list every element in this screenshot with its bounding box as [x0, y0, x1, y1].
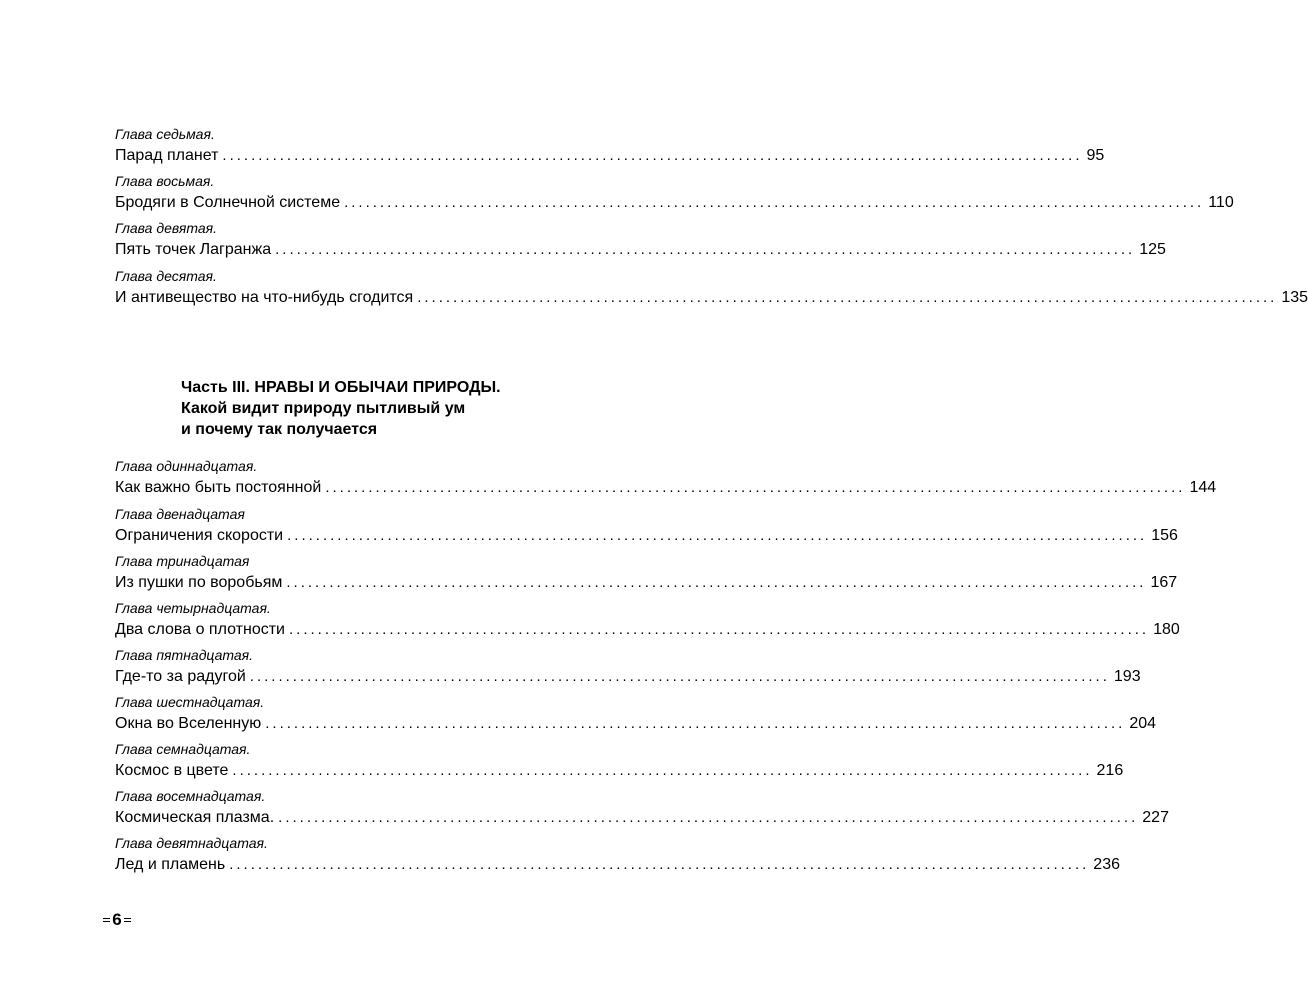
chapter-title: Окна во Вселенную: [115, 715, 262, 732]
page-ref: 144: [1189, 479, 1217, 496]
toc-entry-chapter-7: [115, 126, 1105, 166]
dot-leader: ........................................................................................................................: [288, 621, 1150, 638]
chapter-label: Глава четырнадцатая.: [115, 600, 271, 616]
dot-leader: ........................................................................................................................: [278, 809, 1139, 826]
toc-entry-chapter-13: [115, 553, 1178, 593]
page-number: 6: [112, 910, 122, 929]
chapter-title: Лед и пламень: [115, 856, 226, 873]
dot-leader: ........................................................................................................................: [222, 147, 1083, 164]
chapter-label: Глава восьмая.: [115, 173, 215, 189]
chapter-label: Глава девятнадцатая.: [115, 835, 268, 851]
chapter-title: И антивещество на что-нибудь сгодится: [115, 289, 414, 306]
chapter-title: Два слова о плотности: [115, 621, 285, 638]
page-ref: 135: [1281, 289, 1308, 306]
page-number-footer: [103, 909, 131, 931]
chapter-title: Космическая плазма.: [115, 809, 275, 826]
dot-leader: ........................................................................................................................: [325, 479, 1186, 496]
dot-leader: ........................................................................................................................: [344, 194, 1205, 211]
toc-entry-chapter-16: [115, 694, 1157, 734]
chapter-title: Как важно быть постоянной: [115, 479, 322, 496]
chapter-label: Глава одиннадцатая.: [115, 458, 258, 474]
part-heading-line-3: и почему так получается: [181, 421, 378, 438]
chapter-label: Глава девятая.: [115, 220, 218, 236]
page-ref: 125: [1139, 241, 1166, 258]
chapter-label: Глава пятнадцатая.: [115, 647, 254, 663]
chapter-title: Где-то за радугой: [115, 668, 246, 685]
dot-leader: ........................................................................................................................: [249, 668, 1110, 685]
part-heading-line-1: Часть III. НРАВЫ И ОБЫЧАИ ПРИРОДЫ.: [181, 379, 501, 396]
page-ref: 167: [1150, 574, 1178, 591]
page-ref: 193: [1113, 668, 1141, 685]
chapter-label: Глава восемнадцатая.: [115, 788, 266, 804]
page-ref: 236: [1093, 856, 1120, 873]
chapter-title: Пять точек Лагранжа: [115, 241, 272, 258]
dot-leader: ........................................................................................................................: [232, 762, 1093, 779]
dot-leader: ........................................................................................................................: [287, 527, 1148, 544]
toc-entry-chapter-19: [115, 835, 1120, 875]
toc-entry-chapter-15: [115, 647, 1141, 687]
toc-entry-chapter-18: [115, 788, 1169, 828]
chapter-title: Бродяги в Солнечной системе: [115, 194, 341, 211]
page-ref: 110: [1208, 194, 1234, 211]
page-ref: 156: [1151, 527, 1178, 544]
toc-entry-chapter-8: [115, 173, 1234, 213]
chapter-label: Глава двенадцатая: [115, 506, 245, 522]
chapter-label: Глава шестнадцатая.: [115, 694, 265, 710]
toc-entry-chapter-14: [115, 600, 1180, 640]
toc-entry-chapter-11: [115, 458, 1217, 498]
toc-entry-chapter-9: [115, 220, 1166, 260]
chapter-title: Из пушки по воробьям: [115, 574, 283, 591]
part-heading-line-2: Какой видит природу пытливый ум: [181, 400, 466, 417]
toc-entry-chapter-10: [115, 268, 1308, 308]
dot-leader: ........................................................................................................................: [275, 241, 1136, 258]
chapter-label: Глава тринадцатая: [115, 553, 250, 569]
dot-leader: ........................................................................................................................: [286, 574, 1147, 591]
chapter-label: Глава седьмая.: [115, 126, 215, 142]
page-ref: 227: [1142, 809, 1169, 826]
dot-leader: ........................................................................................................................: [265, 715, 1126, 732]
page-ref: 204: [1129, 715, 1157, 732]
dot-leader: ........................................................................................................................: [417, 289, 1278, 306]
page-ref: 180: [1153, 621, 1180, 638]
dot-leader: ........................................................................................................................: [229, 856, 1090, 873]
chapter-title: Ограничения скорости: [115, 527, 284, 544]
part-heading: [181, 377, 601, 440]
chapter-label: Глава десятая.: [115, 268, 217, 284]
chapter-title: Парад планет: [115, 147, 219, 164]
toc-entry-chapter-12: [115, 506, 1178, 546]
page-ref: 95: [1086, 147, 1105, 164]
page-ref: 216: [1096, 762, 1124, 779]
toc-entry-chapter-17: [115, 741, 1124, 781]
chapter-title: Космос в цвете: [115, 762, 229, 779]
chapter-label: Глава семнадцатая.: [115, 741, 251, 757]
